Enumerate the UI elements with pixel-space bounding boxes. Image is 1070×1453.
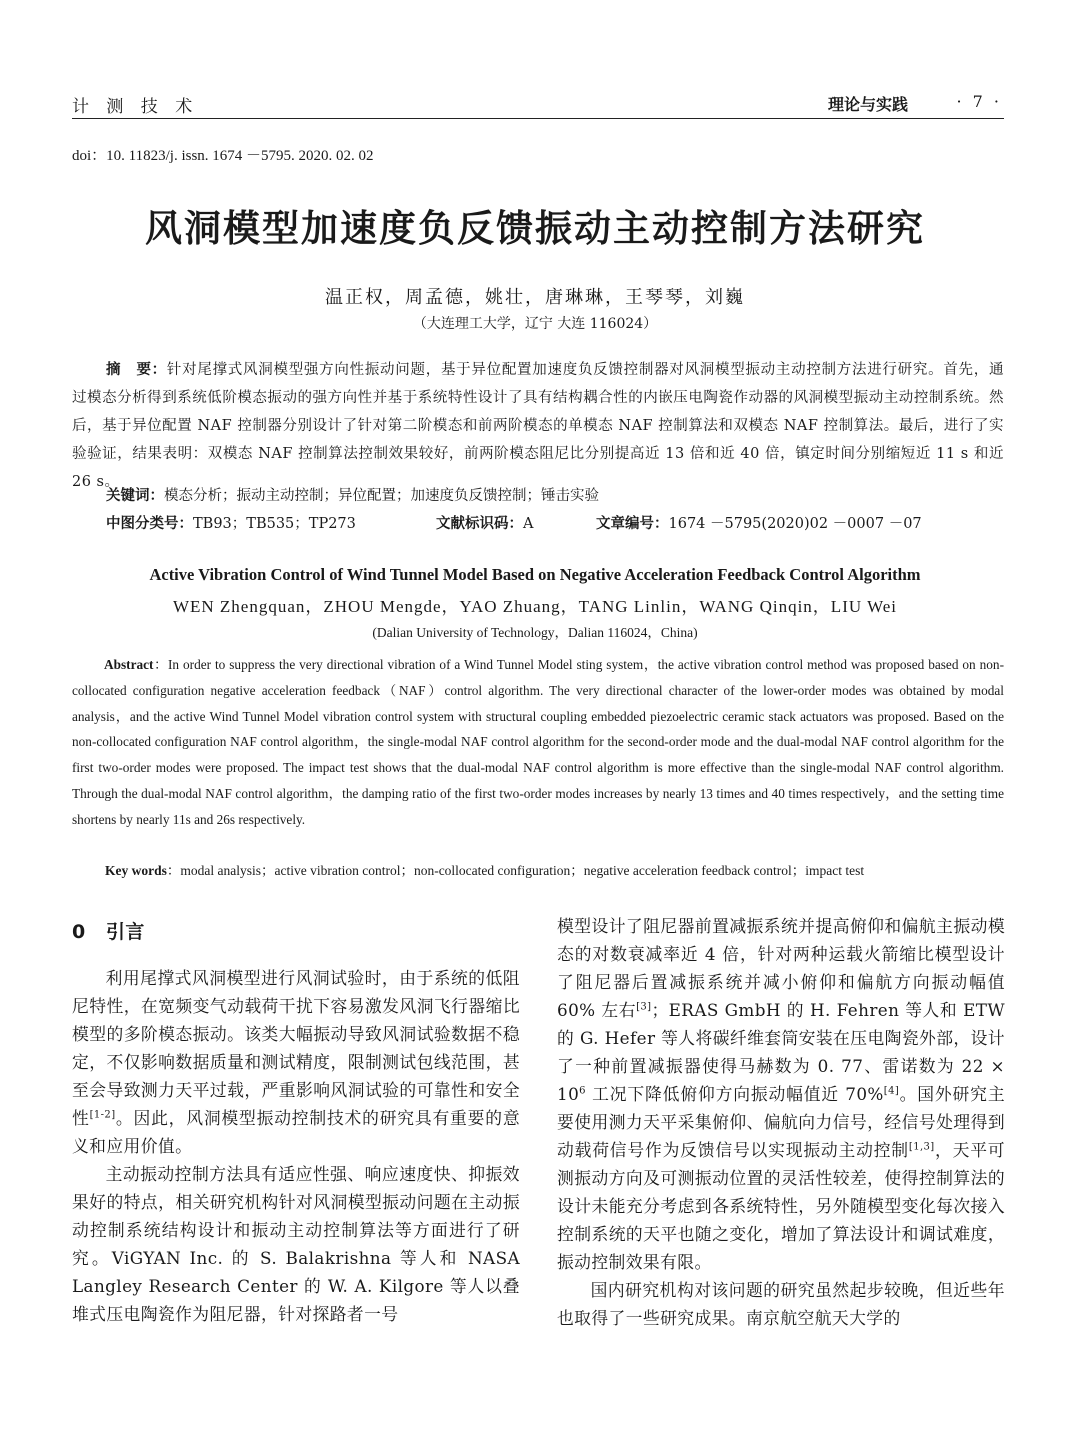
doc-code-label: 文献标识码： [436,516,523,532]
citation[interactable]: [1,3] [908,1141,935,1153]
article-number-value: 1674 －5795(2020)02 －0007 －07 [668,516,922,532]
authors-en: WEN Zhengquan，ZHOU Mengde，YAO Zhuang，TANG Linlin，WANG Qinqin，LIU Wei [172,597,898,616]
body-column-left [72,912,520,1328]
affiliation-cn: （大连理工大学，辽宁 大连 116024） [412,316,658,332]
keywords-cn-text: 模态分析；振动主动控制；异位配置；加速度负反馈控制；锤击实验 [164,488,599,504]
doc-code-value: A [523,516,534,532]
article-number-label: 文章编号： [596,516,669,532]
paragraph-text: ；ERAS GmbH 的 H. Fehren 等人和 ETW 的 G. Hefer 等人将碳纤维套筒安装在压电陶瓷外部，设计了一种前置减振器使得马赫数为 0. 77、雷诺数为 22 × 10 [557,1000,1005,1104]
page-number: · 7 · [956,92,1002,111]
keywords-cn [106,484,1004,505]
journal-name: 计 测 技 术 [72,97,199,117]
keywords-en-label: Key words [105,863,167,878]
paragraph-text: ，天平可测振动方向及可测振动位置的灵活性较差，使得控制算法的设计未能充分考虑到各系统特性，另外随模型变化每次接入控制系统的天平也随之变化，增加了算法设计和调试难度，振动控制效果有限。 [557,1140,1005,1272]
section-number: 0 [72,921,86,943]
paragraph-text: 模型设计了阻尼器前置减振系统并提高俯仰和偏航主振动模态的对数衰减率近 4 倍，针对两种运载火箭缩比模型设计了阻尼器后置减振系统并减小俯仰和偏航方向振动幅值 60% 左右 [557,916,1005,1020]
clc-value: TB93；TB535；TP273 [193,516,356,532]
keywords-en [105,859,1004,879]
paper-title-en: Active Vibration Control of Wind Tunnel Model Based on Negative Acceleration Feedback Control Algorithm [149,565,921,584]
citation[interactable]: [1-2] [89,1109,116,1121]
abstract-en-label: Abstract [104,657,154,672]
running-header [72,92,1004,119]
body-paragraph [72,964,520,1160]
classification-row [106,512,1004,533]
paragraph-text: 。因此，风洞模型振动控制技术的研究具有重要的意义和应用价值。 [72,1108,520,1156]
body-paragraph [557,1276,1005,1332]
body-column-right [557,912,1005,1332]
section-heading-intro [72,918,520,946]
citation[interactable]: [3] [636,1001,652,1013]
clc-label: 中图分类号： [106,516,193,532]
keywords-cn-label: 关键词： [106,488,164,504]
abstract-en [72,652,1004,833]
paragraph-text: 工况下降低俯仰方向振动幅值近 70% [585,1084,884,1104]
affiliation-en: (Dalian University of Technology，Dalian 116024，China) [372,625,698,640]
paragraph-text: 。国外研究主要使用测力天平采集俯仰、偏航向力信号，经信号处理得到动载荷信号作为反馈信号以实现振动主动控制 [557,1084,1005,1160]
body-paragraph [72,1160,520,1328]
authors-cn: 温正权，周孟德，姚壮，唐琳琳，王琴琴，刘巍 [325,287,745,308]
doi[interactable]: doi：10. 11823/j. issn. 1674 －5795. 2020. 02. 02 [72,148,374,164]
abstract-en-text: ：In order to suppress the very directional vibration of a Wind Tunnel Model sting system，the active vibration control method was proposed based on non-collocated configuration negative acceleration feedback（NAF）control algorithm. The very directional character of the lower-order modes was obtained by modal analysis，and the active Wind Tunnel Model vibration control system with structural coupling embedded piezoelectric ceramic stack actuators was proposed. Based on the non-collocated configuration NAF control algorithm，the single-modal NAF control algorithm for the second-order mode and the dual-modal NAF control algorithm for the first two-order modes were proposed. The impact test shows that the dual-modal NAF control algorithm is more effective than the single-modal NAF control algorithm. Through the dual-modal NAF control algorithm，the damping ratio of the first two-order modes increases by nearly 13 times and 40 times respectively，and the setting time shortens by nearly 11s and 26s respectively. [72,657,1004,827]
abstract-cn-text: 针对尾撑式风洞模型强方向性振动问题，基于异位配置加速度负反馈控制器对风洞模型振动主动控制方法进行研究。首先，通过模态分析得到系统低阶模态振动的强方向性并基于系统特性设计了具有结构耦合性的内嵌压电陶瓷作动器的风洞模型振动主动控制系统。然后，基于异位配置 NAF 控制器分别设计了针对第二阶模态和前两阶模态的单模态 NAF 控制算法和双模态 NAF 控制算法。最后，进行了实验验证，结果表明：双模态 NAF 控制算法控制效果较好，前两阶模态阻尼比分别提高近 13 倍和近 40 倍，镇定时间分别缩短近 11 s 和近 26 s。 [72,362,1005,490]
abstract-cn [72,356,1004,496]
paragraph-text: 国内研究机构对该问题的研究虽然起步较晚，但近些年也取得了一些研究成果。南京航空航天大学的 [557,1280,1005,1328]
keywords-en-text: ：modal analysis；active vibration control；non-collocated configuration；negative acceleration feedback control；impact test [166,863,865,878]
section-tag: 理论与实践 [827,95,908,114]
paragraph-text: 利用尾撑式风洞模型进行风洞试验时，由于系统的低阻尼特性，在宽频变气动载荷干扰下容易激发风洞飞行器缩比模型的多阶模态振动。该类大幅振动导致风洞试验数据不稳定，不仅影响数据质量和测试精度，限制测试包线范围，甚至会导致测力天平过载，严重影响风洞试验的可靠性和安全性 [72,968,520,1128]
section-title: 引言 [106,921,145,943]
abstract-cn-label: 摘 要： [106,362,167,378]
paragraph-text: 主动振动控制方法具有适应性强、响应速度快、抑振效果好的特点，相关研究机构针对风洞模型振动问题在主动振动控制系统结构设计和振动主动控制算法等方面进行了研究。ViGYAN Inc. 的 S. Balakrishna 等人和 NASA Langley Research Center 的 W. A. Kilgore 等人以叠堆式压电陶瓷作为阻尼器，针对探路者一号 [72,1164,520,1324]
exponent: 6 [579,1085,586,1097]
body-paragraph [557,912,1005,1276]
paper-title-cn: 风洞模型加速度负反馈振动主动控制方法研究 [145,207,925,250]
citation[interactable]: [4] [883,1085,900,1097]
